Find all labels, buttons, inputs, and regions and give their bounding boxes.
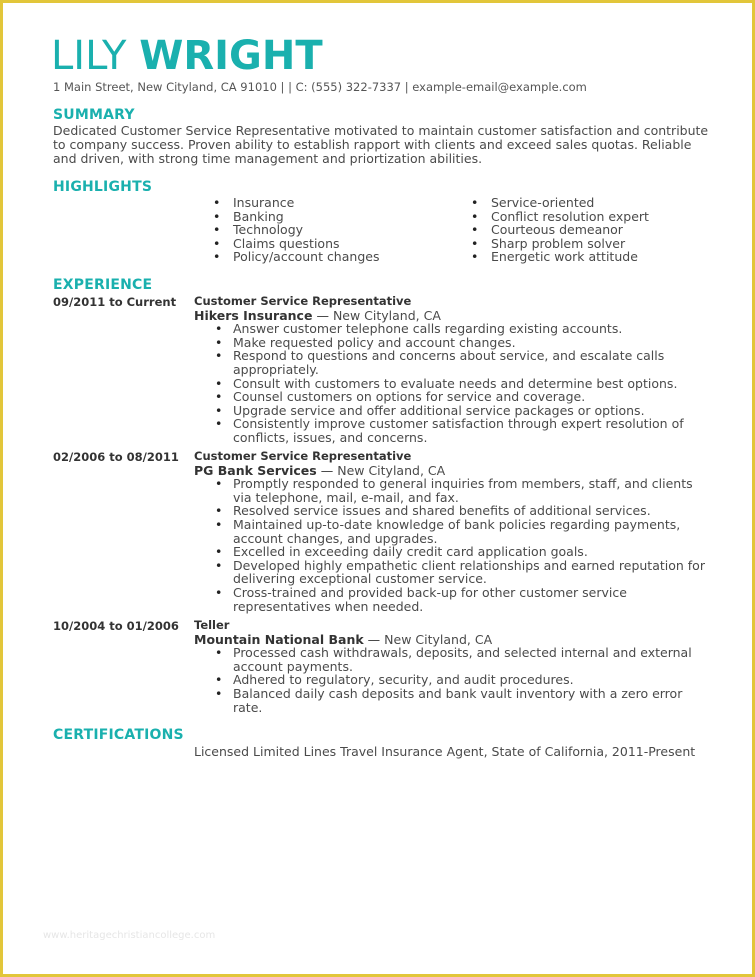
list-item: • Upgrade service and offer additional service packages or options. <box>233 404 714 418</box>
job-duties <box>194 322 714 444</box>
job-duties <box>194 646 714 714</box>
list-item: • Developed highly empathetic client relationships and earned reputation for delivering exceptional customer service. <box>233 559 714 586</box>
list-item: • Service-oriented <box>491 196 649 210</box>
job-company: PG Bank Services <box>194 462 317 478</box>
list-item: • Banking <box>233 210 379 224</box>
certification-item: Licensed Limited Lines Travel Insurance Agent, State of California, 2011-Present <box>194 744 696 759</box>
list-item: • Courteous demeanor <box>491 223 649 237</box>
list-item: • Balanced daily cash deposits and bank vault inventory with a zero error rate. <box>233 687 714 714</box>
job-dates: 02/2006 to 08/2011 <box>53 450 179 464</box>
watermark: www.heritagechristiancollege.com <box>43 930 216 941</box>
list-item: • Adhered to regulatory, security, and audit procedures. <box>233 673 714 687</box>
highlights-heading: HIGHLIGHTS <box>53 179 153 195</box>
job-company-line: Mountain National Bank — New Cityland, CA <box>194 631 493 647</box>
list-item: • Sharp problem solver <box>491 237 649 251</box>
list-item: • Policy/account changes <box>233 250 379 264</box>
list-item: • Make requested policy and account changes. <box>233 336 714 350</box>
summary-text: Dedicated Customer Service Representative motivated to maintain customer satisfaction and contribute to company success. Proven ability to establish rapport with clients and exceed sales quotas. Reliable and driven, with strong time management and priortization abilities. <box>53 123 709 166</box>
job-company: Mountain National Bank <box>194 631 364 647</box>
experience-heading: EXPERIENCE <box>53 277 153 293</box>
list-item: • Claims questions <box>233 237 379 251</box>
list-item: • Respond to questions and concerns about service, and escalate calls appropriately. <box>233 349 714 376</box>
list-item: • Answer customer telephone calls regarding existing accounts. <box>233 322 714 336</box>
job-role: Teller <box>194 618 230 632</box>
contact-info: 1 Main Street, New Cityland, CA 91010 | | C: (555) 322-7337 | example-email@example.com <box>53 80 587 94</box>
job-dates: 10/2004 to 01/2006 <box>53 619 179 633</box>
list-item: • Insurance <box>233 196 379 210</box>
job-company-line: Hikers Insurance — New Cityland, CA <box>194 307 441 323</box>
job-location: New Cityland, CA <box>384 631 493 647</box>
highlights-right-list <box>491 196 649 264</box>
list-item: • Cross-trained and provided back-up for other customer service representatives when needed. <box>233 586 714 613</box>
job-dates: 09/2011 to Current <box>53 295 177 309</box>
job-role: Customer Service Representative <box>194 294 412 308</box>
job-location: New Cityland, CA <box>337 462 446 478</box>
list-item: • Excelled in exceeding daily credit card application goals. <box>233 545 714 559</box>
summary-heading: SUMMARY <box>53 107 135 123</box>
list-item: • Maintained up-to-date knowledge of bank policies regarding payments, account changes, and upgrades. <box>233 518 714 545</box>
highlights-left-list <box>233 196 379 264</box>
job-company: Hikers Insurance <box>194 307 313 323</box>
candidate-name <box>51 33 323 79</box>
list-item: • Promptly responded to general inquiries from members, staff, and clients via telephone, mail, e-mail, and fax. <box>233 477 714 504</box>
list-item: • Resolved service issues and shared benefits of additional services. <box>233 504 714 518</box>
list-item: • Processed cash withdrawals, deposits, and selected internal and external account payments. <box>233 646 714 673</box>
list-item: • Counsel customers on options for service and coverage. <box>233 390 714 404</box>
first-name: LILY <box>51 33 127 79</box>
last-name: WRIGHT <box>139 33 323 79</box>
certifications-heading: CERTIFICATIONS <box>53 727 184 743</box>
list-item: • Technology <box>233 223 379 237</box>
list-item: • Consult with customers to evaluate needs and determine best options. <box>233 377 714 391</box>
list-item: • Conflict resolution expert <box>491 210 649 224</box>
job-role: Customer Service Representative <box>194 449 412 463</box>
list-item: • Energetic work attitude <box>491 250 649 264</box>
job-location: New Cityland, CA <box>332 307 441 323</box>
list-item: • Consistently improve customer satisfaction through expert resolution of conflicts, issues, and concerns. <box>233 417 714 444</box>
job-duties <box>194 477 714 613</box>
job-company-line: PG Bank Services — New Cityland, CA <box>194 462 446 478</box>
